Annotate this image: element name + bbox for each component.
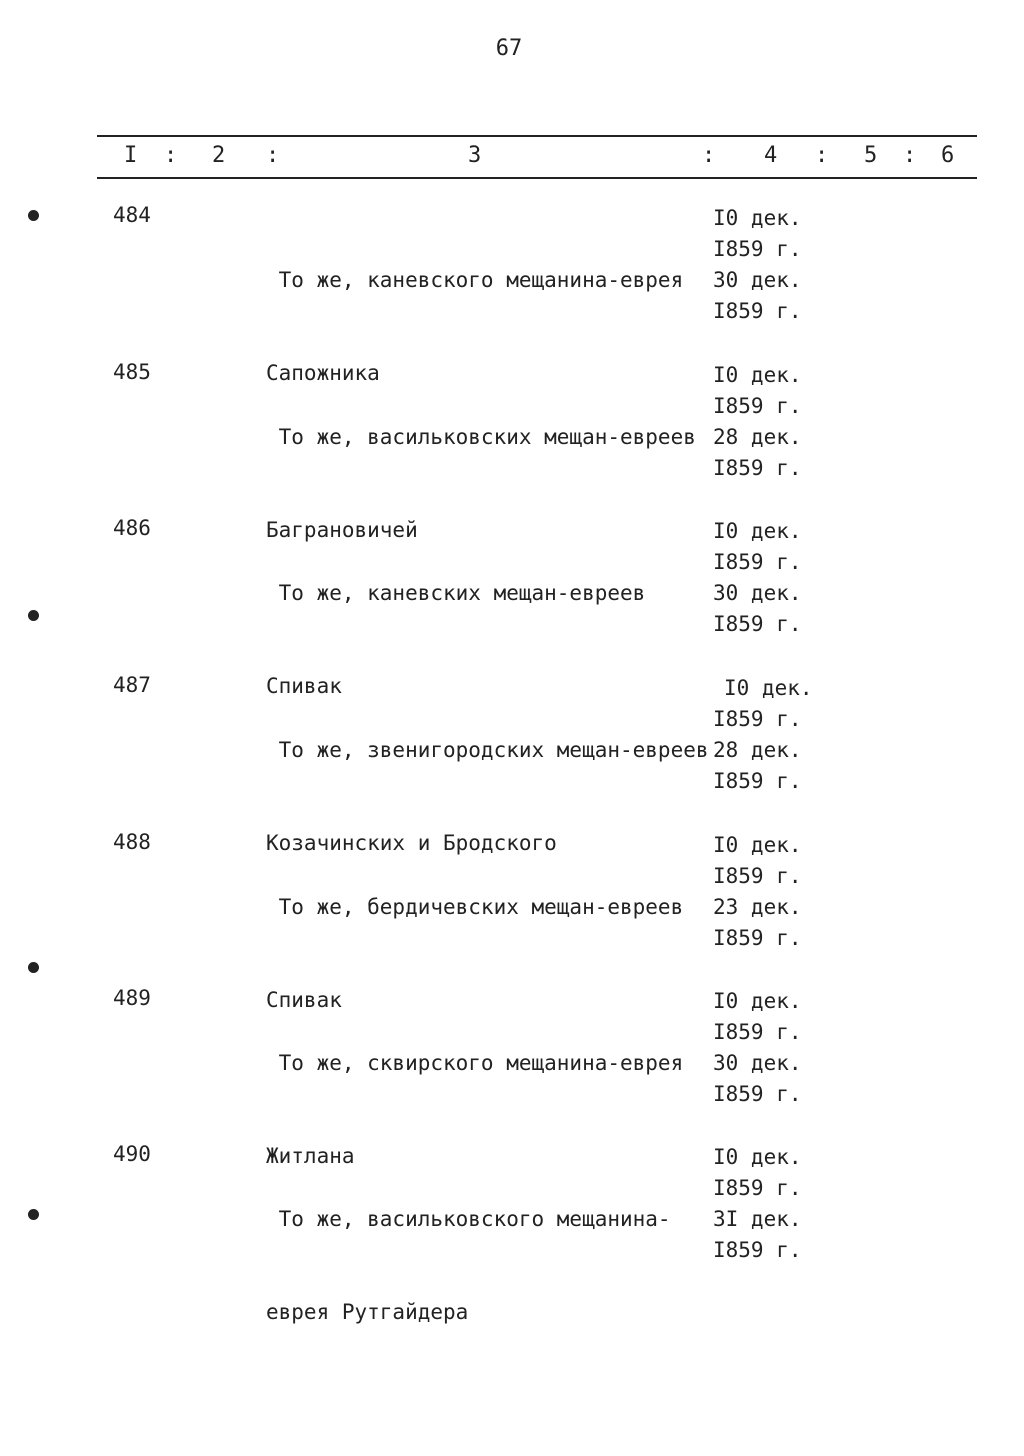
date-line: I859 г. bbox=[713, 864, 802, 888]
record-number: 488 bbox=[113, 830, 151, 854]
date-line: 23 дек. bbox=[713, 895, 802, 919]
date-line: I859 г. bbox=[713, 926, 802, 950]
record-description bbox=[266, 1142, 671, 1390]
header-separator: : bbox=[903, 143, 917, 168]
record-dates bbox=[713, 203, 802, 327]
date-line: I859 г. bbox=[713, 299, 802, 323]
header-col-1: I bbox=[124, 143, 138, 168]
description-line: Козачинских и Бродского bbox=[266, 831, 557, 855]
table-header-bottom-rule bbox=[97, 177, 977, 179]
date-line: 28 дек. bbox=[713, 738, 802, 762]
date-line: I0 дек. bbox=[713, 519, 802, 543]
description-line: Спивак bbox=[266, 988, 342, 1012]
date-line: I0 дек. bbox=[713, 363, 802, 387]
record-number: 486 bbox=[113, 516, 151, 540]
header-col-2: 2 bbox=[212, 143, 226, 168]
description-line: То же, сквирского мещанина-еврея bbox=[266, 1051, 684, 1075]
description-line: Житлана bbox=[266, 1144, 355, 1168]
header-separator: : bbox=[164, 143, 178, 168]
description-line: То же, звенигородских мещан-евреев bbox=[266, 738, 709, 762]
date-line: 30 дек. bbox=[713, 1051, 802, 1075]
record-dates bbox=[713, 360, 802, 484]
header-col-4: 4 bbox=[764, 143, 778, 168]
date-line: I859 г. bbox=[713, 394, 802, 418]
punch-hole bbox=[28, 210, 39, 221]
date-line: I859 г. bbox=[713, 550, 802, 574]
description-line: То же, каневского мещанина-еврея bbox=[266, 268, 684, 292]
record-dates bbox=[713, 516, 802, 640]
record-dates bbox=[713, 830, 802, 954]
header-separator: : bbox=[702, 143, 716, 168]
header-separator: : bbox=[815, 143, 829, 168]
record-number: 489 bbox=[113, 986, 151, 1010]
date-line: 30 дек. bbox=[713, 581, 802, 605]
record-dates bbox=[713, 673, 813, 797]
date-line: I0 дек. bbox=[713, 206, 802, 230]
date-line: I0 дек. bbox=[713, 989, 802, 1013]
record-number: 487 bbox=[113, 673, 151, 697]
punch-hole bbox=[28, 1209, 39, 1220]
date-line: 30 дек. bbox=[713, 268, 802, 292]
description-line: Сапожника bbox=[266, 361, 380, 385]
date-line: I859 г. bbox=[713, 1082, 802, 1106]
record-dates bbox=[713, 986, 802, 1110]
date-line: I0 дек. bbox=[713, 833, 802, 857]
punch-hole bbox=[28, 610, 39, 621]
date-line: I859 г. bbox=[713, 707, 802, 731]
record-number: 484 bbox=[113, 203, 151, 227]
date-line: I859 г. bbox=[713, 1020, 802, 1044]
description-line: То же, васильковского мещанина- bbox=[266, 1207, 671, 1231]
date-line: I859 г. bbox=[713, 1176, 802, 1200]
header-col-6: 6 bbox=[941, 143, 955, 168]
page-number: 67 bbox=[495, 36, 523, 61]
header-col-3: 3 bbox=[468, 143, 482, 168]
punch-hole bbox=[28, 962, 39, 973]
date-line: I859 г. bbox=[713, 456, 802, 480]
header-col-5: 5 bbox=[864, 143, 878, 168]
record-number: 490 bbox=[113, 1142, 151, 1166]
date-line: I859 г. bbox=[713, 769, 802, 793]
record-number: 485 bbox=[113, 360, 151, 384]
description-line: То же, каневских мещан-евреев bbox=[266, 581, 646, 605]
date-line: I859 г. bbox=[713, 1238, 802, 1262]
record-dates bbox=[713, 1142, 802, 1266]
date-line: I0 дек. bbox=[713, 1145, 802, 1169]
description-line: То же, васильковских мещан-евреев bbox=[266, 425, 696, 449]
date-line: I0 дек. bbox=[724, 676, 813, 700]
record-490 bbox=[0, 1142, 1024, 1324]
description-line: Баграновичей bbox=[266, 518, 418, 542]
date-line: I859 г. bbox=[713, 237, 802, 261]
date-line: 3I дек. bbox=[713, 1207, 802, 1231]
description-line: Спивак bbox=[266, 674, 342, 698]
description-line: То же, бердичевских мещан-евреев bbox=[266, 895, 684, 919]
description-line: еврея Рутгайдера bbox=[266, 1300, 469, 1324]
date-line: I859 г. bbox=[713, 612, 802, 636]
table-header-top-rule bbox=[97, 135, 977, 137]
header-separator: : bbox=[266, 143, 280, 168]
date-line: 28 дек. bbox=[713, 425, 802, 449]
